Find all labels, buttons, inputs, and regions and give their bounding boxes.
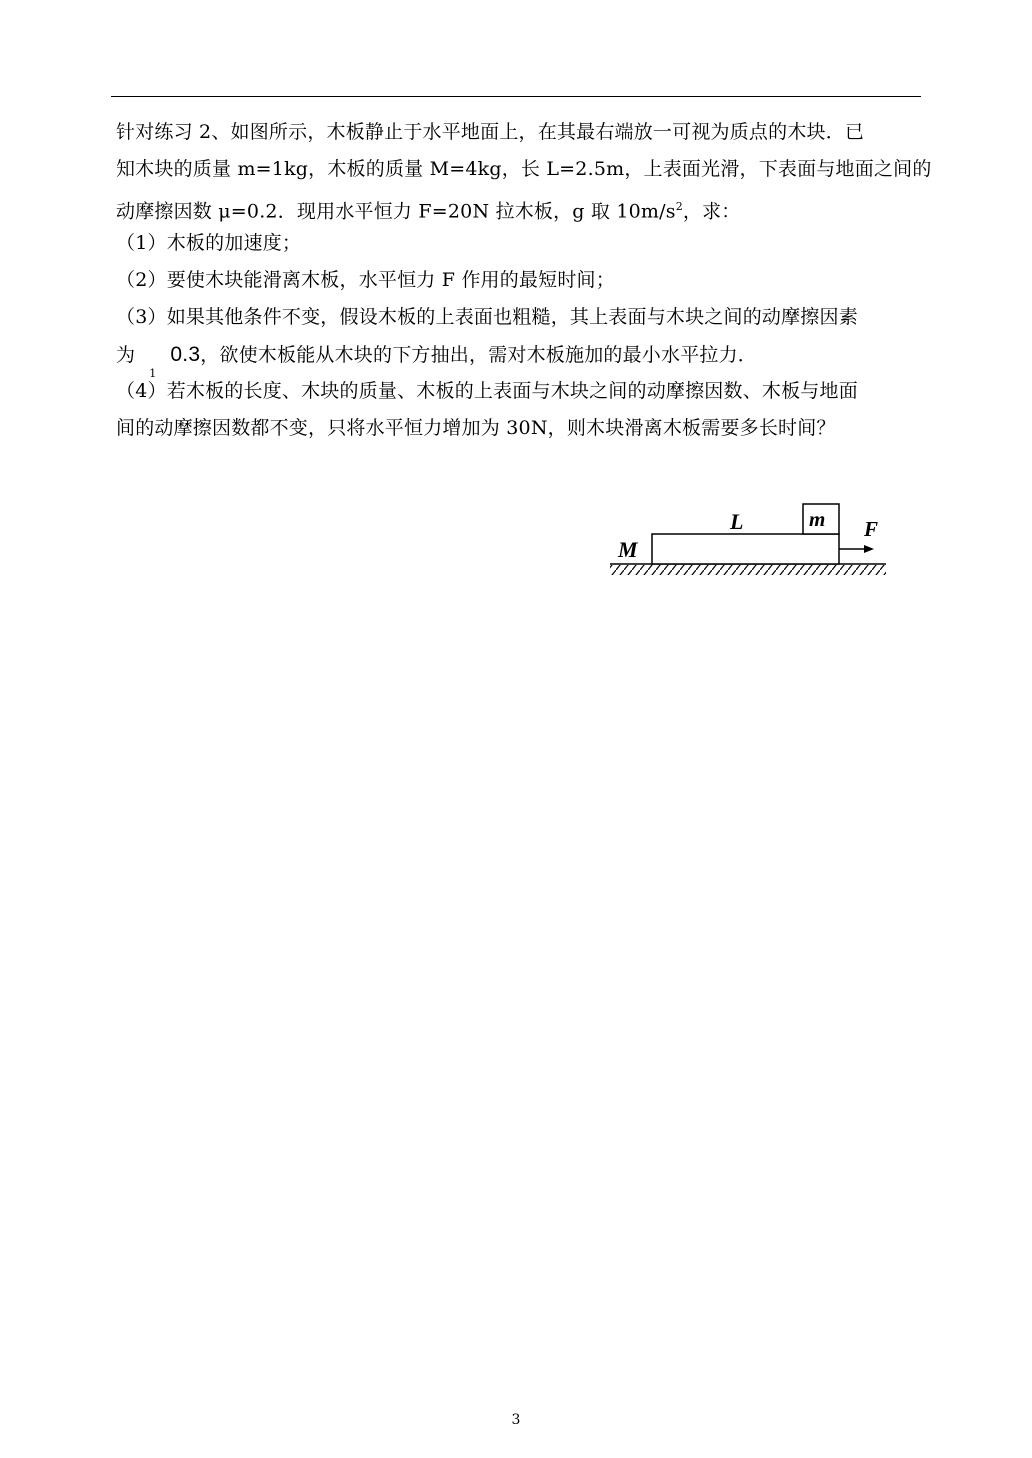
label-M: M (618, 537, 638, 562)
problem-line-3 (116, 188, 921, 225)
question-4-line-2: 间的动摩擦因数都不变，只将水平恒力增加为 30N，则木块滑离木板需要多长时间？ (116, 417, 836, 439)
force-arrowhead (864, 545, 874, 553)
q3-suffix: ，欲使木板能从木块的下方抽出，需对木板施加的最小水平拉力． (200, 344, 758, 366)
question-2: （2）要使木块能滑离木板，水平恒力 F 作用的最短时间； (116, 269, 615, 291)
label-F: F (864, 517, 879, 541)
board-block-diagram (608, 500, 890, 582)
ground-hatch (610, 565, 886, 575)
question-1: （1）木板的加速度； (116, 232, 302, 254)
page-number: 3 (511, 1412, 521, 1428)
header-rule (111, 96, 921, 97)
q3-prefix: 为 (116, 344, 136, 366)
problem-line-2: 知木块的质量 m=1kg，木板的质量 M=4kg，长 L=2.5m，上表面光滑，下表面与地面之间的 (116, 158, 932, 180)
exponent-2: 2 (675, 200, 683, 213)
board (652, 534, 839, 564)
label-m: m (809, 507, 826, 531)
question-3-line-2 (116, 336, 921, 380)
question-4-line-1: （4）若木板的长度、木块的质量、木板的上表面与木块之间的动摩擦因数、木板与地面 (116, 380, 858, 402)
problem-line-3-end: ，求： (682, 200, 741, 223)
problem-text (116, 114, 932, 447)
problem-line-1: 针对练习 2、如图所示，木板静止于水平地面上，在其最右端放一可视为质点的木块．已 (116, 121, 865, 143)
mu-subscript: 1 (149, 367, 157, 380)
mu-value: 0.3 (170, 343, 201, 366)
problem-line-3-text: 动摩擦因数 μ=0.2．现用水平恒力 F=20N 拉木板，g 取 10m/s (116, 200, 676, 223)
question-3-line-1: （3）如果其他条件不变，假设木板的上表面也粗糙，其上表面与木块之间的动摩擦因素 (116, 306, 858, 328)
label-L: L (730, 509, 744, 534)
